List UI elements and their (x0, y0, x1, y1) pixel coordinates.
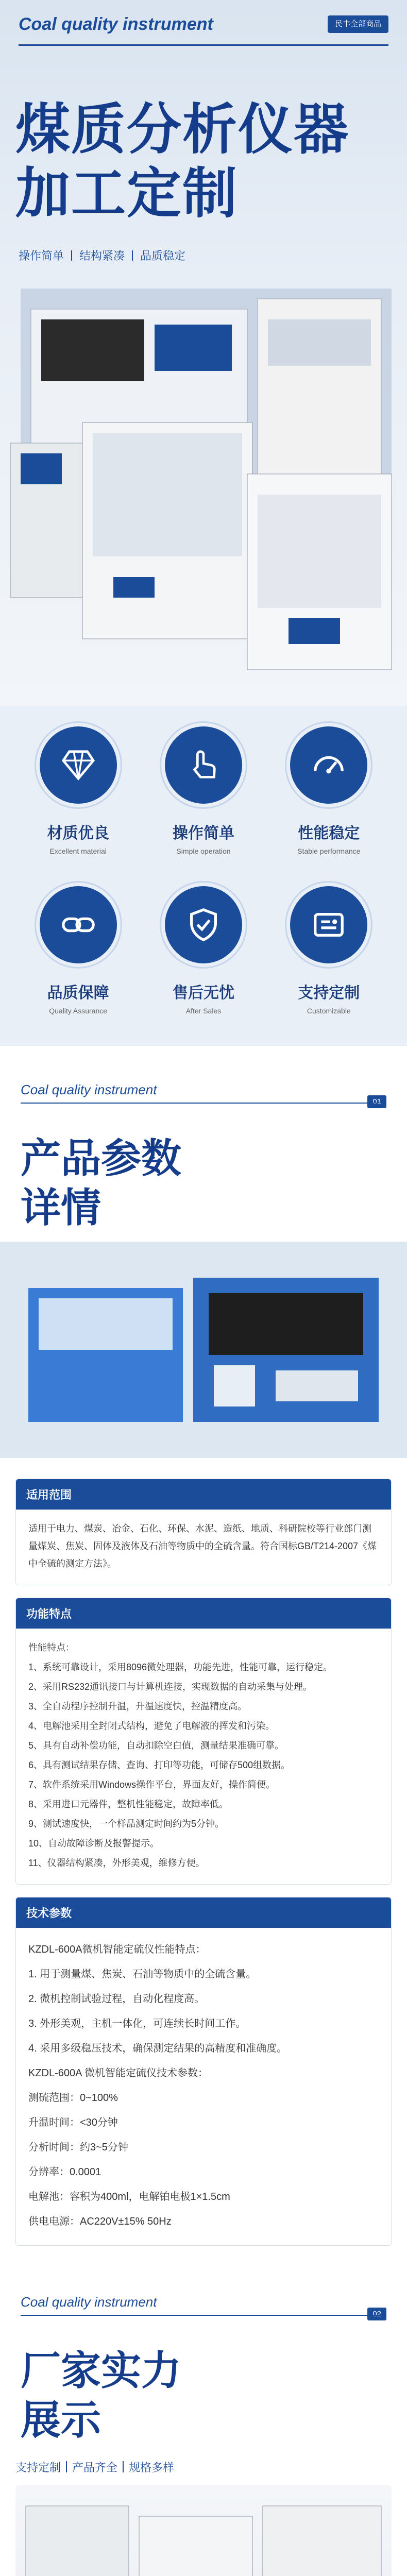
feature-en-label: Stable performance (297, 847, 361, 855)
features-grid (0, 726, 407, 1015)
feature-item (266, 886, 392, 1015)
param-row: 分辨率：0.0001 (28, 2166, 101, 2178)
sulfur-analyzer-image (18, 1257, 389, 1443)
list-item: 11、仪器结构紧凑，外形美观，维修方便。 (28, 1858, 205, 1868)
top-bar (0, 0, 407, 47)
feature-label: 操作简单 (172, 825, 234, 842)
list-item: 4. 采用多级稳压技术，确保测定结果的高精度和准确度。 (28, 2043, 287, 2054)
product-photo (0, 1242, 407, 1458)
list-item: 6、具有测试结果存储、查询、打印等功能，可储存500组数据。 (28, 1760, 291, 1770)
strength-tag: 规格多样 (129, 2461, 175, 2474)
feature-en-label: After Sales (185, 1007, 222, 1015)
list-item: 3、全自动程序控制升温，升温速度快，控温精度高。 (28, 1701, 247, 1711)
all-products-button[interactable]: 民丰全部商品 (328, 15, 388, 33)
list-item: 1. 用于测量煤、焦炭、石油等物质中的全硫含量。 (28, 1969, 257, 1980)
list-item: 10、自动故障诊断及报警提示。 (28, 1838, 160, 1849)
section-title-line1: 产品参数 (21, 1136, 182, 1181)
strength-tag: 产品齐全 (72, 2461, 118, 2474)
card-body (16, 1510, 391, 1585)
section-en-title: Coal quality instrument (21, 1082, 157, 1097)
strength-tag: 支持定制 (15, 2461, 61, 2474)
list-item: 8、采用进口元器件，整机性能稳定，故障率低。 (28, 1799, 229, 1809)
feature-en-label: Quality Assurance (49, 1007, 108, 1015)
param-row: 电解池：容积为400ml，电解铂电极1×1.5cm (28, 2191, 230, 2202)
divider (19, 44, 388, 46)
feature-item (15, 726, 141, 855)
feature-label: 售后无忧 (172, 985, 234, 1002)
feature-item (15, 886, 141, 1015)
factory-photo (15, 2485, 392, 2576)
settings-icon (290, 886, 367, 963)
param-row: 测硫范围：0~100% (28, 2092, 118, 2104)
hero-banner (0, 0, 407, 706)
feature-item (141, 886, 266, 1015)
list-item: 7、软件系统采用Windows操作平台，界面友好，操作简便。 (28, 1780, 276, 1790)
feature-label: 材质优良 (47, 825, 109, 842)
section-number: 01 (367, 1095, 386, 1108)
hero-title-line2: 加工定制 (15, 163, 238, 224)
functions-subtitle: 性能特点： (28, 1642, 75, 1653)
feature-en-label: Simple operation (176, 847, 231, 855)
instrument-product-image (0, 289, 407, 706)
card-heading: 技术参数 (16, 1897, 391, 1928)
param-row: 升温时间：<30分钟 (28, 2117, 118, 2128)
divider (21, 1103, 386, 1104)
param-row: 供电电源：AC220V±15% 50Hz (28, 2216, 172, 2227)
card-heading: 适用范围 (16, 1479, 391, 1510)
feature-label: 性能稳定 (298, 825, 360, 842)
param-row: 分析时间：约3~5分钟 (28, 2142, 128, 2153)
spacer (0, 1458, 407, 1479)
section-en-title: Coal quality instrument (21, 2294, 157, 2310)
section-number: 02 (367, 2308, 386, 2320)
gauge-icon (290, 726, 367, 804)
section-header-strength (0, 2258, 407, 2454)
instruments-showroom-image (15, 2485, 392, 2576)
feature-label: 品质保障 (47, 985, 109, 1002)
feature-item (266, 726, 392, 855)
hero-tag: 品质稳定 (140, 249, 186, 262)
hero-title (15, 98, 349, 226)
section-title-line1: 厂家实力 (21, 2348, 182, 2393)
list-item: 2、采用RS232通讯接口与计算机连接，实现数据的自动采集与处理。 (28, 1682, 313, 1692)
section-title (21, 2346, 181, 2445)
divider (21, 2315, 386, 2316)
feature-item (141, 726, 266, 855)
tag-separator (71, 250, 72, 261)
list-item: 9、测试速度快，一个样品测定时间约为5分钟。 (28, 1819, 225, 1829)
hand-icon (165, 726, 242, 804)
tag-separator (66, 2461, 67, 2472)
specs-card (15, 1897, 392, 2246)
section-title-line2: 展示 (21, 2397, 101, 2443)
brand-en-title: Coal quality instrument (19, 14, 213, 34)
shield-icon (165, 886, 242, 963)
params-title: KZDL-600A 微机智能定硫仪技术参数： (28, 2067, 208, 2079)
list-item: 5、具有自动补偿功能，自动扣除空白值，测量结果准确可靠。 (28, 1740, 284, 1751)
list-item: 3. 外形美观，主机一体化，可连续长时间工作。 (28, 2018, 246, 2029)
scope-text: 适用于电力、煤炭、冶金、石化、环保、水泥、造纸、地质、科研院校等行业部门测量煤炭、焦炭、固体及液体及石油等物质中的全硫含量。符合国标GB/T214-2007《煤中全硫的测定方法》。 (28, 1523, 377, 1569)
specs-title: KZDL-600A微机智能定硫仪性能特点： (28, 1944, 206, 1955)
list-item: 1、系统可靠设计，采用8096微处理器，功能先进，性能可靠，运行稳定。 (28, 1662, 333, 1672)
tag-separator (132, 250, 133, 261)
gem-icon (40, 726, 117, 804)
card-heading: 功能特点 (16, 1598, 391, 1629)
feature-en-label: Excellent material (49, 847, 107, 855)
functions-card (15, 1598, 392, 1885)
list-item: 2. 微机控制试验过程，自动化程度高。 (28, 1993, 205, 2005)
strength-tags (0, 2454, 407, 2485)
card-body (16, 1928, 391, 2245)
feature-en-label: Customizable (307, 1007, 351, 1015)
section-title (21, 1133, 181, 1232)
features-section (0, 706, 407, 1046)
tag-separator (123, 2461, 124, 2472)
scope-card (15, 1479, 392, 1585)
card-body (16, 1629, 391, 1884)
feature-label: 支持定制 (298, 985, 360, 1002)
hero-tag: 操作简单 (19, 249, 64, 262)
link-icon (40, 886, 117, 963)
hero-tag: 结构紧凑 (79, 249, 125, 262)
hero-tags (19, 247, 185, 263)
section-title-line2: 详情 (21, 1185, 101, 1230)
list-item: 4、电解池采用全封闭式结构，避免了电解液的挥发和污染。 (28, 1721, 275, 1731)
section-header-product (0, 1046, 407, 1242)
hero-title-line1: 煤质分析仪器 (15, 99, 349, 160)
